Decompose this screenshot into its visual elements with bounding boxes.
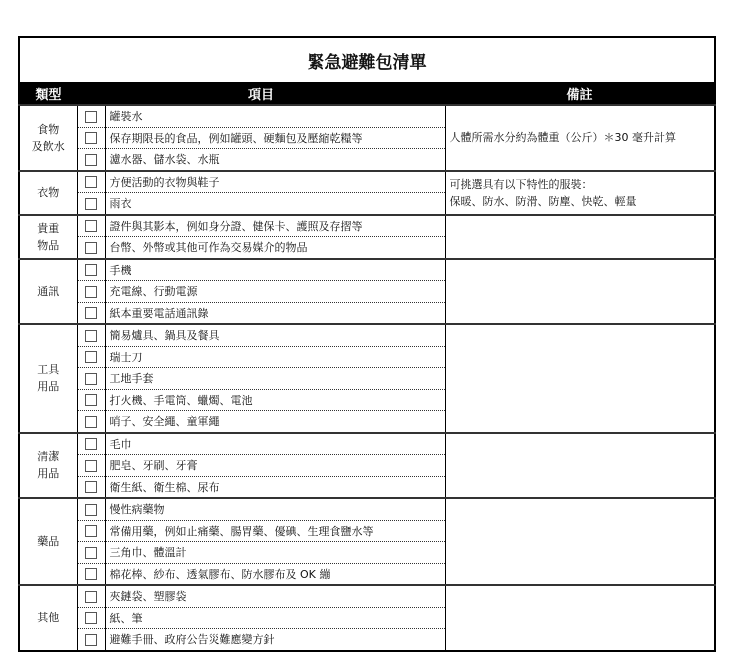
note-cell xyxy=(445,498,715,585)
item-label: 充電線、行動電源 xyxy=(105,281,445,303)
checkbox[interactable] xyxy=(85,264,97,276)
checkbox[interactable] xyxy=(85,373,97,385)
table-row xyxy=(19,585,715,607)
note-cell: 人體所需水分約為體重（公斤）＊30 毫升計算 xyxy=(445,105,715,171)
checkbox[interactable] xyxy=(85,591,97,603)
item-label: 避難手冊、政府公告災難應變方針 xyxy=(105,629,445,651)
checkbox-cell xyxy=(77,193,105,215)
checkbox[interactable] xyxy=(85,438,97,450)
item-label: 手機 xyxy=(105,259,445,281)
item-label: 棉花棒、紗布、透氣膠布、防水膠布及 OK 繃 xyxy=(105,563,445,585)
checkbox-cell xyxy=(77,585,105,607)
checkbox-cell xyxy=(77,127,105,149)
category-cell: 通訊 xyxy=(19,259,77,325)
checkbox[interactable] xyxy=(85,634,97,646)
checkbox[interactable] xyxy=(85,394,97,406)
checkbox-cell xyxy=(77,498,105,520)
checkbox[interactable] xyxy=(85,111,97,123)
note-cell: 可挑選具有以下特性的服裝： 保暖、防水、防滑、防塵、快乾、輕量 xyxy=(445,171,715,215)
checkbox[interactable] xyxy=(85,351,97,363)
item-label: 方便活動的衣物與鞋子 xyxy=(105,171,445,193)
checkbox[interactable] xyxy=(85,132,97,144)
item-label: 打火機、手電筒、蠟燭、電池 xyxy=(105,389,445,411)
checkbox[interactable] xyxy=(85,330,97,342)
checkbox[interactable] xyxy=(85,568,97,580)
item-label: 保存期限長的食品，例如罐頭、硬麵包及壓縮乾糧等 xyxy=(105,127,445,149)
checkbox-cell xyxy=(77,433,105,455)
checkbox-cell xyxy=(77,476,105,498)
table-row xyxy=(19,498,715,520)
category-cell: 食物 及飲水 xyxy=(19,105,77,171)
item-label: 三角巾、體溫計 xyxy=(105,542,445,564)
item-label: 衛生紙、衛生棉、尿布 xyxy=(105,476,445,498)
category-cell: 其他 xyxy=(19,585,77,651)
checkbox-cell xyxy=(77,563,105,585)
checkbox-cell xyxy=(77,171,105,193)
table-row xyxy=(19,105,715,127)
checkbox[interactable] xyxy=(85,547,97,559)
note-cell xyxy=(445,585,715,651)
checkbox-cell xyxy=(77,324,105,346)
table-row xyxy=(19,259,715,281)
checkbox-cell xyxy=(77,105,105,127)
checkbox[interactable] xyxy=(85,612,97,624)
checkbox-cell xyxy=(77,455,105,477)
category-cell: 貴重 物品 xyxy=(19,215,77,259)
checkbox-cell xyxy=(77,149,105,171)
item-label: 夾鏈袋、塑膠袋 xyxy=(105,585,445,607)
item-label: 證件與其影本，例如身分證、健保卡、護照及存摺等 xyxy=(105,215,445,237)
checkbox[interactable] xyxy=(85,198,97,210)
checkbox[interactable] xyxy=(85,286,97,298)
page-title: 緊急避難包清單 xyxy=(19,37,715,83)
item-label: 工地手套 xyxy=(105,368,445,390)
table-row xyxy=(19,215,715,237)
item-label: 毛巾 xyxy=(105,433,445,455)
checkbox-cell xyxy=(77,237,105,259)
item-label: 雨衣 xyxy=(105,193,445,215)
note-cell xyxy=(445,259,715,325)
checklist-table xyxy=(18,36,716,652)
item-label: 常備用藥，例如止痛藥、腸胃藥、優碘、生理食鹽水等 xyxy=(105,520,445,542)
item-label: 濾水器、儲水袋、水瓶 xyxy=(105,149,445,171)
table-row xyxy=(19,324,715,346)
checkbox-cell xyxy=(77,215,105,237)
category-cell: 藥品 xyxy=(19,498,77,585)
checkbox-cell xyxy=(77,389,105,411)
checkbox[interactable] xyxy=(85,481,97,493)
note-cell xyxy=(445,433,715,499)
item-label: 慢性病藥物 xyxy=(105,498,445,520)
category-cell: 衣物 xyxy=(19,171,77,215)
checkbox-cell xyxy=(77,411,105,433)
item-label: 瑞士刀 xyxy=(105,346,445,368)
checkbox-cell xyxy=(77,281,105,303)
item-label: 台幣、外幣或其他可作為交易媒介的物品 xyxy=(105,237,445,259)
checkbox-cell xyxy=(77,346,105,368)
item-label: 罐裝水 xyxy=(105,105,445,127)
checklist-sheet xyxy=(18,36,716,652)
table-row xyxy=(19,171,715,193)
checkbox[interactable] xyxy=(85,460,97,472)
checkbox[interactable] xyxy=(85,307,97,319)
checkbox[interactable] xyxy=(85,525,97,537)
header-item: 項目 xyxy=(77,83,445,106)
note-cell xyxy=(445,215,715,259)
checkbox[interactable] xyxy=(85,504,97,516)
checkbox[interactable] xyxy=(85,416,97,428)
checkbox-cell xyxy=(77,629,105,651)
checkbox-cell xyxy=(77,368,105,390)
checkbox-cell xyxy=(77,542,105,564)
checkbox-cell xyxy=(77,520,105,542)
checkbox-cell xyxy=(77,259,105,281)
note-cell xyxy=(445,324,715,433)
checkbox-cell xyxy=(77,607,105,629)
item-label: 紙、筆 xyxy=(105,607,445,629)
header-type: 類型 xyxy=(19,83,77,106)
item-label: 肥皂、牙刷、牙膏 xyxy=(105,455,445,477)
checkbox[interactable] xyxy=(85,154,97,166)
category-cell: 工具 用品 xyxy=(19,324,77,433)
item-label: 紙本重要電話通訊錄 xyxy=(105,302,445,324)
table-row xyxy=(19,433,715,455)
header-note: 備註 xyxy=(445,83,715,106)
item-label: 哨子、安全繩、童軍繩 xyxy=(105,411,445,433)
checkbox-cell xyxy=(77,302,105,324)
category-cell: 清潔 用品 xyxy=(19,433,77,499)
item-label: 簡易爐具、鍋具及餐具 xyxy=(105,324,445,346)
checkbox[interactable] xyxy=(85,176,97,188)
checkbox[interactable] xyxy=(85,242,97,254)
checkbox[interactable] xyxy=(85,220,97,232)
